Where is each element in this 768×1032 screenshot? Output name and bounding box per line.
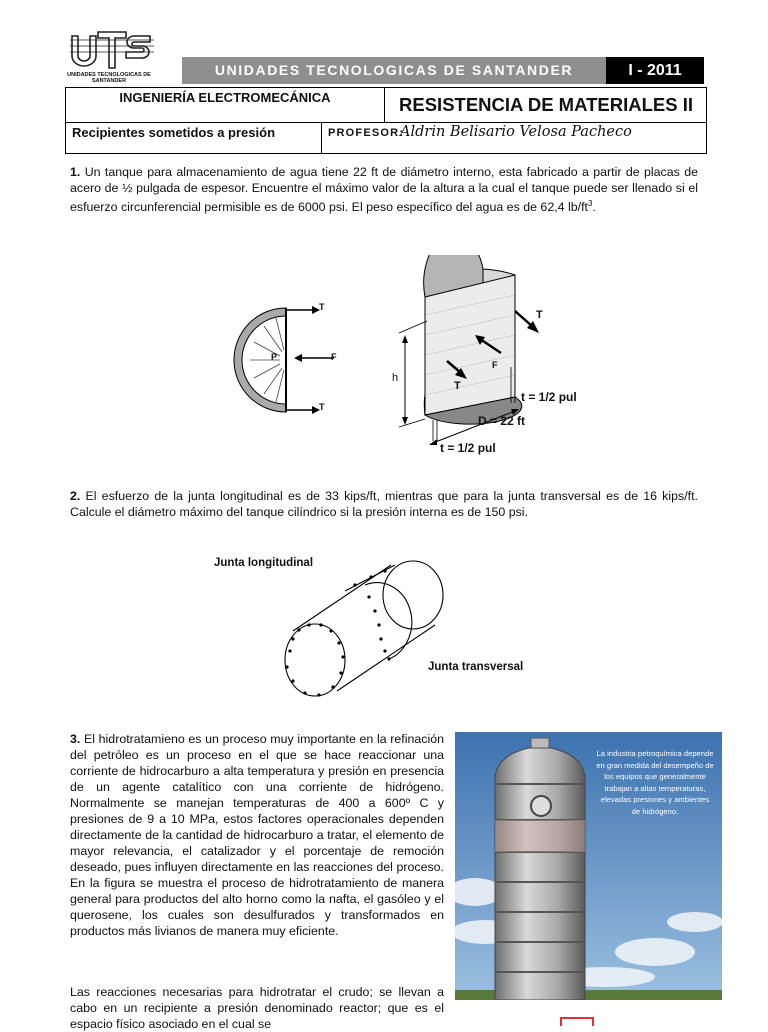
tank-T-right-label: T — [536, 309, 543, 321]
problem-3-continuation: Las reacciones necesarias para hidrotratar el crudo; se llevan a cabo en un recipiente a presión denominado reactor; que es el espacio físico asociado en el cual se — [70, 985, 444, 1031]
problem-2-body: El esfuerzo de la junta longitudinal es de 33 kips/ft, mientras que para la junta transversal es de 16 kips/ft. Calcule el diámetro máximo del tanque cilíndrico si la presión interna es de 150 psi. — [70, 489, 698, 519]
problem-3-number: 3. — [70, 732, 81, 746]
transversal-joint-label: Junta transversal — [428, 661, 524, 673]
photo-caption: La industria petroquímica depende en gran medida del desempeño de los equipos que generalmente trabajan a altas temperaturas, elevadas presiones y ambientes de hidrógeno. — [596, 749, 714, 816]
problem-1-number: 1. — [70, 165, 81, 179]
height-h-label: h — [392, 372, 399, 384]
institution-name-band: UNIDADES TECNOLOGICAS DE SANTANDER — [182, 57, 606, 84]
cylinder-joints-diagram — [275, 555, 455, 705]
course-header-table — [65, 87, 707, 154]
program-name: INGENIERÍA ELECTROMECÁNICA — [119, 90, 331, 105]
longitudinal-joint-label: Junta longitudinal — [214, 557, 314, 569]
problem-1-text — [70, 164, 698, 215]
half-ring-diagram — [228, 300, 348, 420]
tank-T-inner-label: T — [454, 380, 461, 392]
thickness-bottom-label: t = 1/2 pul — [440, 441, 496, 455]
problem-2-number: 2. — [70, 489, 81, 503]
professor-name: Aldrin Belisario Velosa Pacheco — [400, 124, 632, 140]
pressure-P-label: P — [271, 352, 278, 362]
problem-2-text — [70, 488, 698, 520]
force-T-bottom-label: T — [319, 402, 325, 412]
problem-3-body: El hidrotratamieno es un proceso muy importante en la refinación del petróleo es un proceso en el que se hace reaccionar una corriente de hidrocarburo a alta temperatura y presión en presencia de un agente catalítico con una corriente de hidrógeno. Normalmente se manejan temperaturas de 400 a 600º C y presiones de 9 a 10 MPa, estos factores operacionales dependen directamente de la cantidad de hidrocarburo a tratar, el elemento de mayor relevancia, el catalizador y el porcentaje de remoción deseado, pues influyen directamente en las reacciones del proceso. En la figura se muestra el proceso de hidrotratamiento de manera general para productos del alto horno como la nafta, el gasóleo y el querosene, los cuales son desulfurados y transformados en productos más livianos de manera muy eficiente. — [70, 732, 444, 938]
diameter-label: D = 22 ft — [478, 414, 526, 428]
problem-1-end: . — [592, 200, 596, 215]
force-T-top-label: T — [319, 302, 325, 312]
logo-subtext: UNIDADES TECNOLOGICAS DE SANTANDER — [67, 72, 151, 84]
superscript: 3 — [587, 199, 593, 208]
force-F-label: F — [331, 352, 337, 362]
professor-label: PROFESOR: — [328, 127, 405, 139]
topic-title: Recipientes sometidos a presión — [72, 125, 276, 140]
period-badge: I - 2011 — [606, 57, 704, 84]
problem-3-text — [70, 731, 444, 939]
partial-figure-frame — [560, 1017, 594, 1026]
thickness-right-label: t = 1/2 pul — [521, 390, 577, 404]
course-title: RESISTENCIA DE MATERIALES II — [399, 94, 693, 115]
problem-1-body: Un tanque para almacenamiento de agua tiene 22 ft de diámetro interno, esta fabricado a partir de placas de acero de ½ pulgada de espesor. Encuentre el máximo valor de la altura a la cual el tanque puede ser llenado si el esfuerzo circunferencial permisible es de 6000 psi. El peso específico del agua es de 62,4 lb/ft — [70, 165, 698, 215]
tank-F-label: F — [492, 360, 498, 370]
